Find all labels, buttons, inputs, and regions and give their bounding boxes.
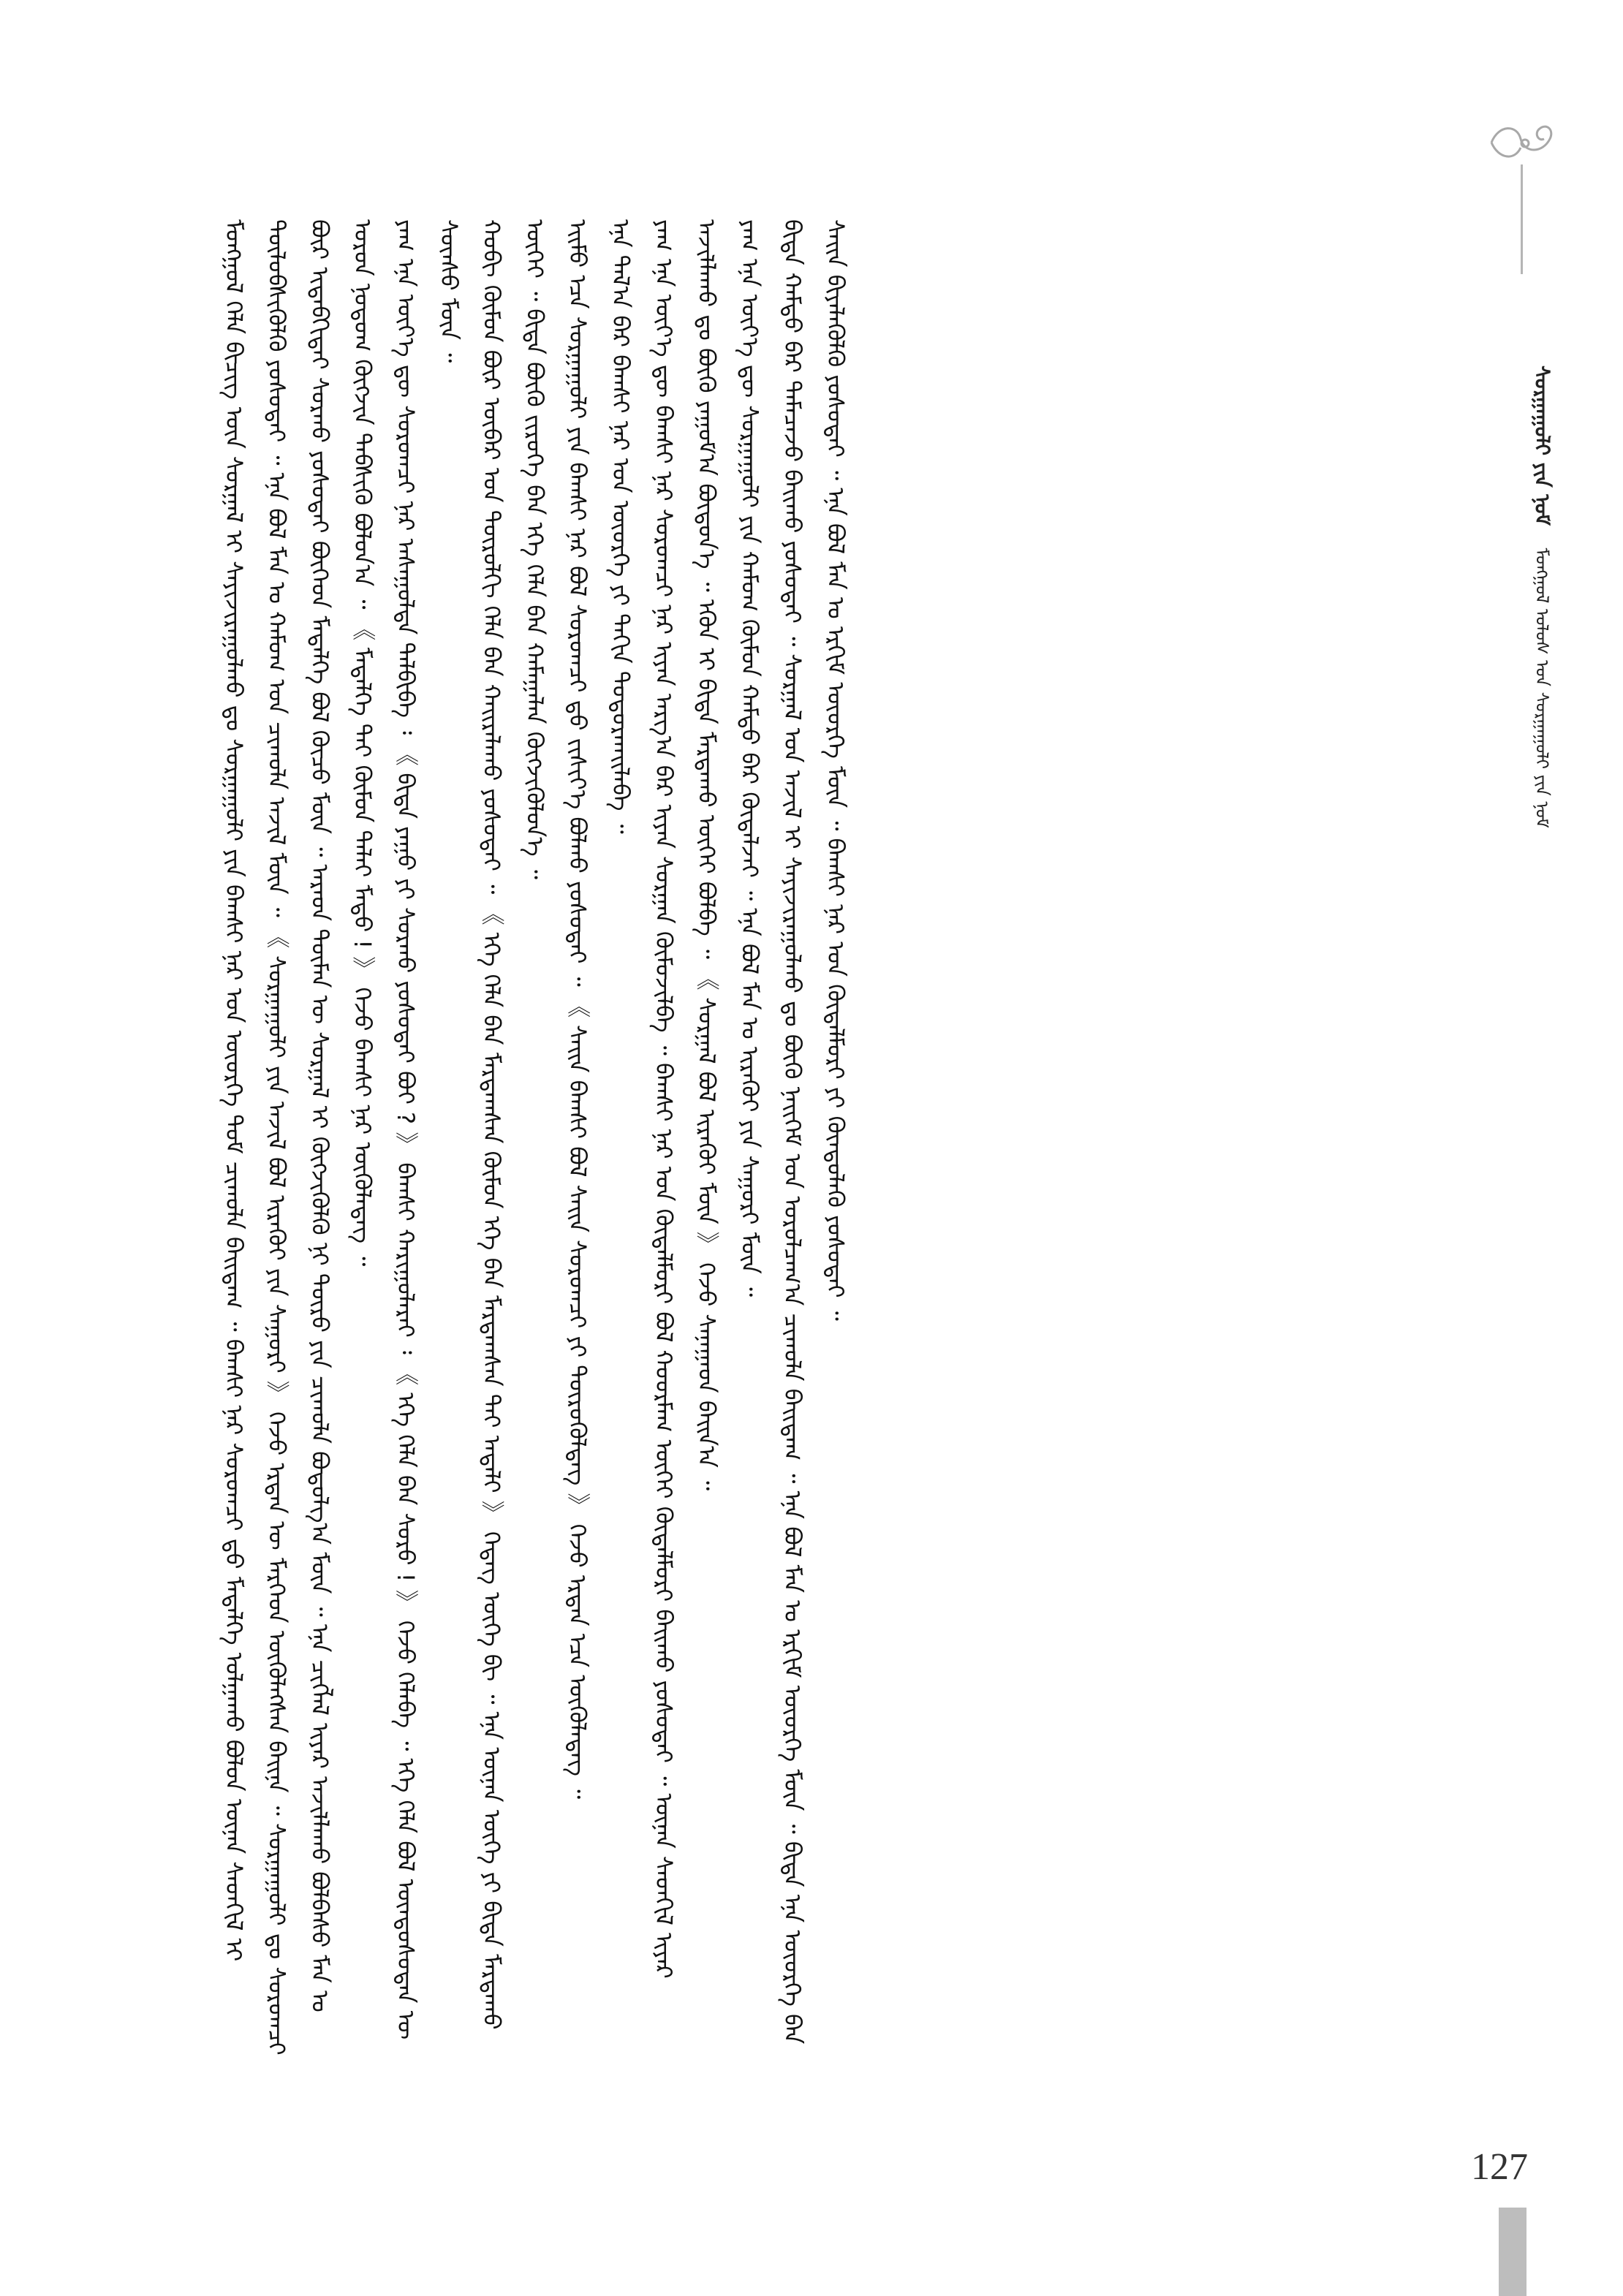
scroll-ornament-icon xyxy=(1484,117,1565,168)
running-header-title: ᠮᠣᠩᠭᠣᠯ ᠤᠯᠤᠰ ᠤᠨ ᠰᠤᠷᠭᠠᠭᠤᠯᠢ ᠶᠢᠨ ᠨᠣᠮ xyxy=(1532,548,1552,828)
running-header xyxy=(1524,365,1560,828)
paragraph: ᠮᠣᠩᠭᠣᠯ ᠬᠡᠯᠡ ᠪᠢᠴᠢᠭ ᠦᠨ ᠰᠤᠷᠭᠠᠯ ᠢ ᠰᠠᠶᠢᠵᠢᠷᠠᠭᠤᠯᠬᠤ ᠳᠤ ᠰᠤᠷᠭᠠᠭᠤᠯᠢ ᠶᠢᠨ ᠪᠠᠭᠰᠢ ᠨᠠᠷ ᠤᠨ ᠦᠦᠷᠭᠡ ᠲᠤᠮ ᠴᠢᠬᠤᠯᠠ ᠪᠠᠢᠳᠠᠭ ᠃ ᠪᠠᠭᠰᠢ ᠨᠠᠷ ᠰᠤᠷᠤᠭᠴᠢ ᠳ᠋ᠤ ᠮᠡᠳᠡᠯᠭᠡ ᠣᠯᠭᠠᠬᠤ ᠪᠣᠯᠣᠨ ᠦᠨᠡᠨ ᠰᠡᠳᠬᠢᠯ ᠢ ᠲᠥᠯᠥᠪᠰᠢᠭᠦᠯᠬᠦ ᠶᠤᠰᠤᠲᠠᠢ ᠃ ᠡᠨᠡ ᠪᠣᠯ ᠮᠠᠨ ᠤ ᠬᠠᠮᠤᠭ ᠤᠨ ᠴᠢᠬᠤᠯᠠ ᠠᠵᠢᠯ ᠮᠥᠨ ᠃ 《 ᠰᠤᠷᠭᠠᠭᠤᠯᠢ ᠶᠢᠨ ᠠᠵᠢᠯ ᠪᠣᠯ ᠢᠷᠡᠭᠦᠢ ᠶᠢᠨ ᠰᠠᠭᠤᠷᠢ 》 ᠭᠡᠵᠦ ᠡᠷᠲᠡᠨ ᠦ ᠮᠡᠷᠭᠡᠳ ᠦᠭᠦᠯᠡᠭᠰᠡᠨ ᠪᠠᠢᠨᠠ ᠃ ᠰᠤᠷᠭᠠᠭᠤᠯᠢ ᠳᠤ ᠰᠤᠷᠤᠭᠴᠢ ᠪᠦᠷ ᠢᠳᠡᠪᠬᠢᠲᠡᠢ ᠰᠤᠷᠬᠤ ᠶᠤᠰᠤᠲᠠᠢ ᠪᠥᠭᠡᠳ ᠮᠡᠳᠡᠯᠭᠡ ᠪᠣᠯ ᠬᠦᠴᠦ ᠮᠥᠨ ᠃ ᠠᠷᠠᠳ ᠲᠦᠮᠡᠨ ᠦ ᠰᠤᠷᠭᠠᠯ ᠢ ᠬᠥᠭᠵᠢᠭᠦᠯᠬᠦ ᠨᠢ ᠲᠦᠷᠦ ᠶᠢᠨ ᠴᠢᠬᠤᠯᠠ ᠪᠣᠳᠤᠯᠭ᠎ᠠ ᠮᠥᠨ ᠃ ᠡᠨᠡ ᠴᠢᠭᠯᠡᠯ ᠢᠶᠡᠷ ᠠᠵᠢᠯᠯᠠᠬᠤ ᠪᠣᠯᠪᠠᠰᠤ ᠮᠠᠨ ᠤ ᠣᠷᠣᠨ ᠨᠤᠲᠤᠭ ᠬᠥᠭᠵᠢᠨ ᠳᠡᠪᠰᠢᠬᠦ ᠪᠣᠯᠤᠨ᠎ᠠ ᠃ 《 ᠮᠡᠳᠡᠯᠭᠡ ᠲᠡᠢ ᠬᠦᠮᠦᠨ ᠳᠠᠯᠠᠢ ᠮᠡᠲᠦ ! 》 ᠭᠡᠵᠦ ᠪᠠᠭᠰᠢ ᠨᠠᠷ ᠦᠭᠦᠯᠡᠳᠡᠭ ᠃ xyxy=(219,219,377,2056)
paragraph: ᠬᠤᠪᠢ ᠬᠦᠮᠦᠨ ᠪᠦᠷ ᠥᠪᠡᠷ ᠤᠨ ᠲᠥᠷᠥᠯᠬᠢ ᠬᠡᠯᠡ ᠪᠠᠨ ᠬᠠᠢᠷᠠᠯᠠᠬᠤ ᠶᠤᠰᠤᠲᠠᠢ ᠃ 《 ᠡᠬᠡ ᠬᠡᠯᠡ ᠪᠡᠨ ᠮᠠᠷᠲᠠᠭᠰᠠᠨ ᠬᠦᠮᠦᠨ ᠡᠬᠡ ᠪᠡᠨ ᠮᠠᠷᠲᠠᠭᠰᠠᠨ ᠲᠠᠢ ᠠᠳᠠᠯᠢ 》 ᠭᠡᠳᠡᠭ ᠦᠭᠡ ᠪᠢ ᠃ ᠡᠨᠡ ᠦᠨᠡᠨ ᠦᠭᠡ ᠶᠢ ᠪᠢᠳᠡ ᠮᠠᠷᠲᠠᠬᠤ ᠦᠭᠡᠢ ᠃ ᠪᠢᠳᠡ ᠪᠦᠬᠦ ᠵᠢᠷᠦᠬᠡ ᠪᠡᠨ ᠡᠬᠡ ᠬᠡᠯᠡ ᠪᠡᠨ ᠬᠠᠮᠠᠭᠠᠯᠠᠨ ᠬᠥᠭᠵᠢᠭᠦᠯᠦᠨ᠎ᠡ ᠃ xyxy=(477,219,549,2030)
paragraph: ᠡᠢᠮᠦ ᠡᠴᠡ ᠰᠤᠷᠭᠠᠭᠤᠯᠢ ᠶᠢᠨ ᠪᠠᠭᠰᠢ ᠨᠠᠷ ᠪᠣᠯ ᠰᠤᠷᠤᠭᠴᠢ ᠳ᠋ᠤ ᠵᠢᠱᠢᠶ᠎ᠡ ᠪᠣᠯᠬᠤ ᠶᠤᠰᠤᠲᠠᠢ ᠃ 《 ᠰᠠᠢᠨ ᠪᠠᠭᠰᠢ ᠪᠣᠯ ᠰᠠᠢᠨ ᠰᠤᠷᠤᠭᠴᠢ ᠶᠢ ᠲᠥᠷᠥᠭᠦᠯᠳᠡᠭ 》 ᠭᠡᠵᠦ ᠡᠷᠲᠡᠨ ᠡᠴᠡ ᠦᠭᠦᠯᠡᠳᠡᠭ ᠃ xyxy=(564,219,592,1800)
header-rule xyxy=(1521,164,1523,274)
paragraph: ᠡᠨᠡ ᠲᠠᠯ᠎ᠠ ᠪᠠᠷ ᠪᠠᠭᠰᠢ ᠨᠠᠷ ᠤᠨ ᠦᠦᠷᠭᠡ ᠶᠢ ᠳᠠᠬᠢᠨ ᠲᠣᠳᠤᠷᠬᠠᠢᠯᠠᠪᠠ ᠃ xyxy=(606,219,635,834)
running-header-bold: ᠰᠤᠷᠭᠠᠭᠤᠯᠢ ᠶᠢᠨ ᠨᠣᠮ xyxy=(1530,365,1554,526)
paragraph: ᠪᠢᠳᠡ ᠬᠠᠮᠲᠤ ᠪᠡᠷ ᠲᠡᠮᠡᠴᠡᠵᠦ ᠪᠠᠢᠬᠤ ᠶᠤᠰᠤᠲᠠᠢ ᠃ ᠰᠤᠷᠭᠠᠯ ᠤᠨ ᠠᠵᠢᠯ ᠢ ᠰᠠᠶᠢᠵᠢᠷᠠᠭᠤᠯᠬᠤ ᠳᠤ ᠪᠦᠬᠦ ᠨᠡᠢᠭᠡᠮ ᠤᠨ ᠣᠷᠤᠯᠴᠠᠭ᠎ᠠ ᠴᠢᠬᠤᠯᠠ ᠪᠠᠢᠳᠠᠭ ᠃ ᠡᠨᠡ ᠪᠣᠯ ᠮᠠᠨ ᠤ ᠡᠷᠬᠢᠮ ᠦᠦᠷᠭᠡ ᠮᠥᠨ ᠃ ᠪᠢᠳᠡ ᠡᠨᠡ ᠦᠦᠷᠭᠡ ᠪᠡᠨ ᠰᠠᠢᠨ ᠪᠢᠶᠡᠯᠡᠭᠦᠯᠬᠦ ᠶᠤᠰᠤᠲᠠᠢ ᠃ ᠡᠨᠡ ᠪᠣᠯ ᠮᠠᠨ ᠤ ᠡᠷᠬᠢᠮ ᠦᠦᠷᠭᠡ ᠮᠥᠨ ᠃ ᠪᠠᠭᠰᠢ ᠨᠠᠷ ᠤᠨ ᠬᠥᠳᠡᠯᠮᠦᠷᠢ ᠶᠢ ᠬᠦᠨᠳᠦᠯᠡᠬᠦ ᠶᠤᠰᠤᠲᠠᠢ ᠃ xyxy=(779,219,850,2045)
paragraph: ᠶᠠᠭ ᠡᠨᠡ ᠦᠶ᠎ᠡ ᠳᠦ ᠰᠤᠷᠤᠭᠴᠢ ᠨᠠᠷ ᠠᠰᠠᠭᠤᠯᠲᠠ ᠲᠠᠯᠪᠢᠪᠠ ᠄ 《 ᠪᠢᠳᠡ ᠶᠠᠭᠤ ᠶᠢ ᠰᠤᠷᠬᠤ ᠶᠤᠰᠤᠲᠠᠢ ᠪᠤᠢ ? 》 ᠪᠠᠭᠰᠢ ᠬᠠᠷᠢᠭᠤᠯᠠᠷᠠᠢ ᠄ 《 ᠡᠬᠡ ᠬᠡᠯᠡ ᠪᠡᠨ ᠰᠤᠷᠤ ! 》 ᠭᠡᠵᠦ ᠬᠡᠯᠡᠪᠡ ᠃ ᠡᠬᠡ ᠬᠡᠯᠡ ᠪᠣᠯ ᠦᠨᠳᠦᠰᠦᠲᠡᠨ ᠦ ᠰᠦᠨᠰᠦ ᠮᠥᠨ ᠃ xyxy=(391,219,463,2040)
paragraph: ᠶᠠᠭ ᠡᠨᠡ ᠦᠶ᠎ᠡ ᠳᠦ ᠪᠠᠭᠰᠢ ᠨᠠᠷ ᠰᠤᠷᠤᠭᠴᠢ ᠨᠠᠷ ᠢᠶᠠᠨ ᠠᠷᠭ᠎ᠠ ᠪᠠᠷ ᠢᠶᠠᠨ ᠰᠤᠷᠭᠠᠨ ᠬᠥᠮᠦᠵᠢᠯᠪᠡ ᠃ ᠪᠠᠭᠰᠢ ᠨᠠᠷ ᠤᠨ ᠬᠥᠳᠡᠯᠮᠦᠷᠢ ᠪᠣᠯ ᠬᠤᠤᠷᠮᠠᠭ ᠦᠭᠡᠢ ᠬᠥᠳᠡᠯᠮᠦᠷᠢ ᠪᠠᠢᠬᠤ ᠶᠤᠰᠤᠲᠠᠢ ᠃ ᠦᠨᠡᠨ ᠰᠡᠳᠬᠢᠯ ᠢᠶᠡᠷ ᠠᠵᠢᠯᠯᠠᠬᠤ ᠳᠤ ᠪᠦᠬᠦ ᠶᠠᠭᠤᠮ᠎ᠠ ᠪᠦᠲᠦᠨ᠎ᠡ ᠃ ᠡᠭᠦᠨ ᠢ ᠪᠢᠳᠡ ᠮᠠᠷᠲᠠᠬᠤ ᠦᠭᠡᠢ ᠪᠣᠯᠪᠠ ᠃ 《 ᠰᠤᠷᠭᠠᠯ ᠪᠣᠯ ᠢᠷᠡᠭᠦᠢ ᠮᠥᠨ 》 ᠭᠡᠵᠦ ᠰᠠᠨᠠᠭᠠᠳ ᠪᠠᠢᠨ᠎ᠠ ᠃ xyxy=(649,219,721,1979)
side-tab xyxy=(1499,2208,1526,2296)
paragraph: ᠶᠠᠭ ᠡᠨᠡ ᠦᠶ᠎ᠡ ᠳᠦ ᠰᠤᠷᠭᠠᠭᠤᠯᠢ ᠶᠢᠨ ᠬᠠᠮᠤᠭ ᠬᠦᠮᠦᠨ ᠬᠠᠮᠲᠤ ᠪᠡᠷ ᠬᠥᠳᠡᠯᠵᠡᠢ ᠃ ᠡᠨᠡ ᠪᠣᠯ ᠮᠠᠨ ᠤ ᠢᠷᠡᠭᠦᠢ ᠶᠢᠨ ᠰᠠᠭᠤᠷᠢ ᠮᠥᠨ ᠃ xyxy=(735,219,764,1297)
body-text xyxy=(212,219,1455,2061)
page-number: 127 xyxy=(1471,2146,1528,2188)
